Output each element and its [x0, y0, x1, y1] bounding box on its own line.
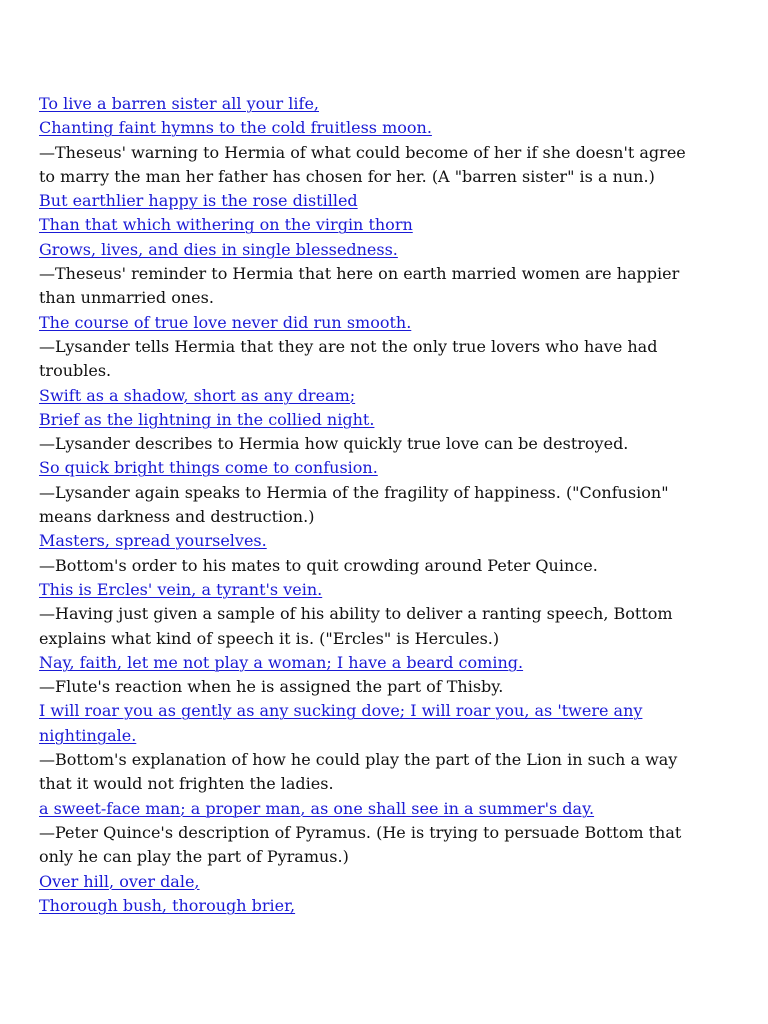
commentary-text: —Peter Quince's description of Pyramus. (He is trying to persuade Bottom that — [39, 822, 682, 842]
commentary-text: —Lysander again speaks to Hermia of the fragility of happiness. ("Confusion" — [39, 482, 669, 502]
commentary-text: —Lysander describes to Hermia how quickly true love can be destroyed. — [39, 434, 629, 454]
quote-link[interactable]: nightingale. — [39, 725, 137, 745]
commentary-text: that it would not frighten the ladies. — [39, 774, 334, 794]
commentary-text: —Theseus' warning to Hermia of what could become of her if she doesn't agree — [39, 142, 686, 162]
quote-link[interactable]: a sweet-face man; a proper man, as one shall see in a summer's day. — [39, 798, 595, 818]
commentary-text: to marry the man her father has chosen for her. (A "barren sister" is a nun.) — [39, 166, 655, 186]
quote-link[interactable]: Nay, faith, let me not play a woman; I have a beard coming. — [39, 652, 524, 672]
quote-link[interactable]: But earthlier happy is the rose distilled — [39, 191, 358, 211]
quote-link[interactable]: Over hill, over dale, — [39, 871, 200, 891]
quote-link[interactable]: So quick bright things come to confusion. — [39, 458, 378, 478]
quote-link[interactable]: Chanting faint hymns to the cold fruitless moon. — [39, 118, 432, 138]
commentary-text: explains what kind of speech it is. ("Ercles" is Hercules.) — [39, 628, 500, 648]
quote-link[interactable]: Grows, lives, and dies in single blessedness. — [39, 239, 398, 259]
document-page — [39, 92, 729, 918]
quote-link[interactable]: Brief as the lightning in the collied night. — [39, 409, 375, 429]
quote-link[interactable]: Than that which withering on the virgin thorn — [39, 215, 413, 235]
commentary-text: troubles. — [39, 361, 112, 381]
quote-link[interactable]: The course of true love never did run smooth. — [39, 312, 412, 332]
commentary-text: means darkness and destruction.) — [39, 507, 315, 527]
quote-link[interactable]: To live a barren sister all your life, — [39, 94, 319, 113]
commentary-text: —Having just given a sample of his ability to deliver a ranting speech, Bottom — [39, 604, 673, 624]
quote-link[interactable]: Swift as a shadow, short as any dream; — [39, 385, 356, 405]
commentary-text: only he can play the part of Pyramus.) — [39, 847, 349, 867]
commentary-text: —Flute's reaction when he is assigned the part of Thisby. — [39, 677, 504, 697]
commentary-text: than unmarried ones. — [39, 288, 214, 308]
quote-link[interactable]: This is Ercles' vein, a tyrant's vein. — [39, 579, 323, 599]
commentary-text: —Bottom's order to his mates to quit crowding around Peter Quince. — [39, 555, 598, 575]
quote-link[interactable]: I will roar you as gently as any sucking dove; I will roar you, as 'twere any — [39, 701, 643, 721]
commentary-text: —Theseus' reminder to Hermia that here on earth married women are happier — [39, 264, 680, 284]
quote-link[interactable]: Masters, spread yourselves. — [39, 531, 267, 551]
commentary-text: —Bottom's explanation of how he could play the part of the Lion in such a way — [39, 750, 678, 770]
commentary-text: —Lysander tells Hermia that they are not the only true lovers who have had — [39, 336, 658, 356]
quote-link[interactable]: Thorough bush, thorough brier, — [39, 895, 296, 915]
